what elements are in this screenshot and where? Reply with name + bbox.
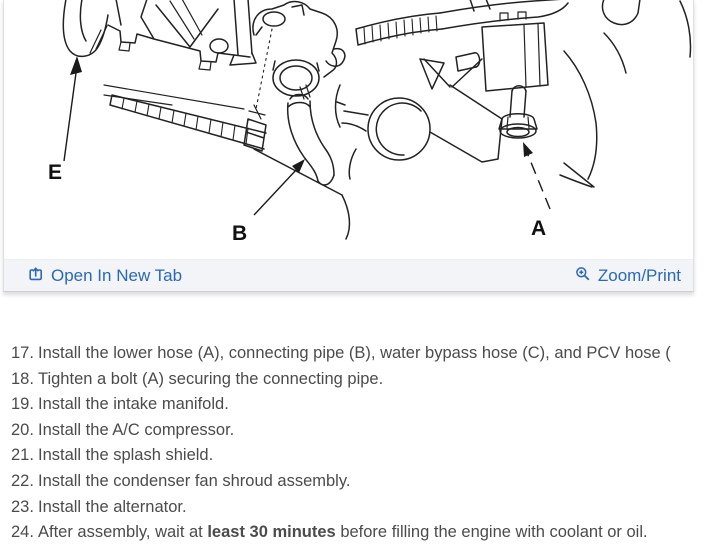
figure-card: [3, 0, 694, 292]
step-18: [0, 367, 706, 393]
step-number: 17.: [11, 344, 34, 362]
step-text: [38, 520, 648, 546]
step-number: 18.: [11, 369, 34, 388]
step-22: [0, 469, 706, 495]
open-in-new-tab-label: Open In New Tab: [51, 266, 183, 285]
step-23: [0, 495, 706, 521]
step-text: Tighten a bolt (A) securing the connecting pipe.: [38, 369, 384, 388]
step-21: [0, 443, 706, 469]
figure-toolbar: [4, 259, 693, 291]
zoom-print-label: Zoom/Print: [597, 266, 681, 285]
step-number: 23.: [11, 497, 34, 516]
step-17: [0, 341, 706, 367]
zoom-print-icon: [575, 266, 591, 285]
step-number: 19.: [11, 395, 34, 414]
zoom-print-link[interactable]: [575, 266, 681, 285]
diagram-label-a: A: [531, 217, 547, 240]
diagram-label-e: E: [48, 161, 63, 184]
diagram-label-b: B: [232, 222, 248, 245]
step-text: Install the condenser fan shroud assembly.: [38, 471, 351, 490]
step-text: Install the alternator.: [38, 497, 187, 516]
step-text-suffix: before filling the engine with coolant or oil.: [335, 523, 648, 542]
step-number: 20.: [11, 420, 34, 439]
step-19: [0, 392, 706, 418]
engine-diagram: [4, 0, 693, 259]
step-20: [0, 418, 706, 444]
step-24: [0, 520, 706, 546]
open-in-new-tab-link[interactable]: [28, 266, 182, 285]
open-in-new-tab-icon: [28, 266, 44, 285]
step-text-bold: least 30 minutes: [207, 523, 336, 542]
instruction-list: [0, 341, 706, 546]
step-text: Install the lower hose (A), connecting pipe (B), water bypass hose (C), and PCV hose (: [38, 344, 671, 362]
step-text: Install the intake manifold.: [38, 395, 229, 414]
engine-diagram-drawing: [4, 0, 693, 259]
step-text: Install the splash shield.: [38, 446, 214, 465]
step-number: 22.: [11, 471, 34, 490]
step-text-prefix: After assembly, wait at: [38, 523, 208, 542]
step-text: Install the A/C compressor.: [38, 420, 235, 439]
step-number: 21.: [11, 446, 34, 465]
step-number: 24.: [11, 523, 34, 542]
